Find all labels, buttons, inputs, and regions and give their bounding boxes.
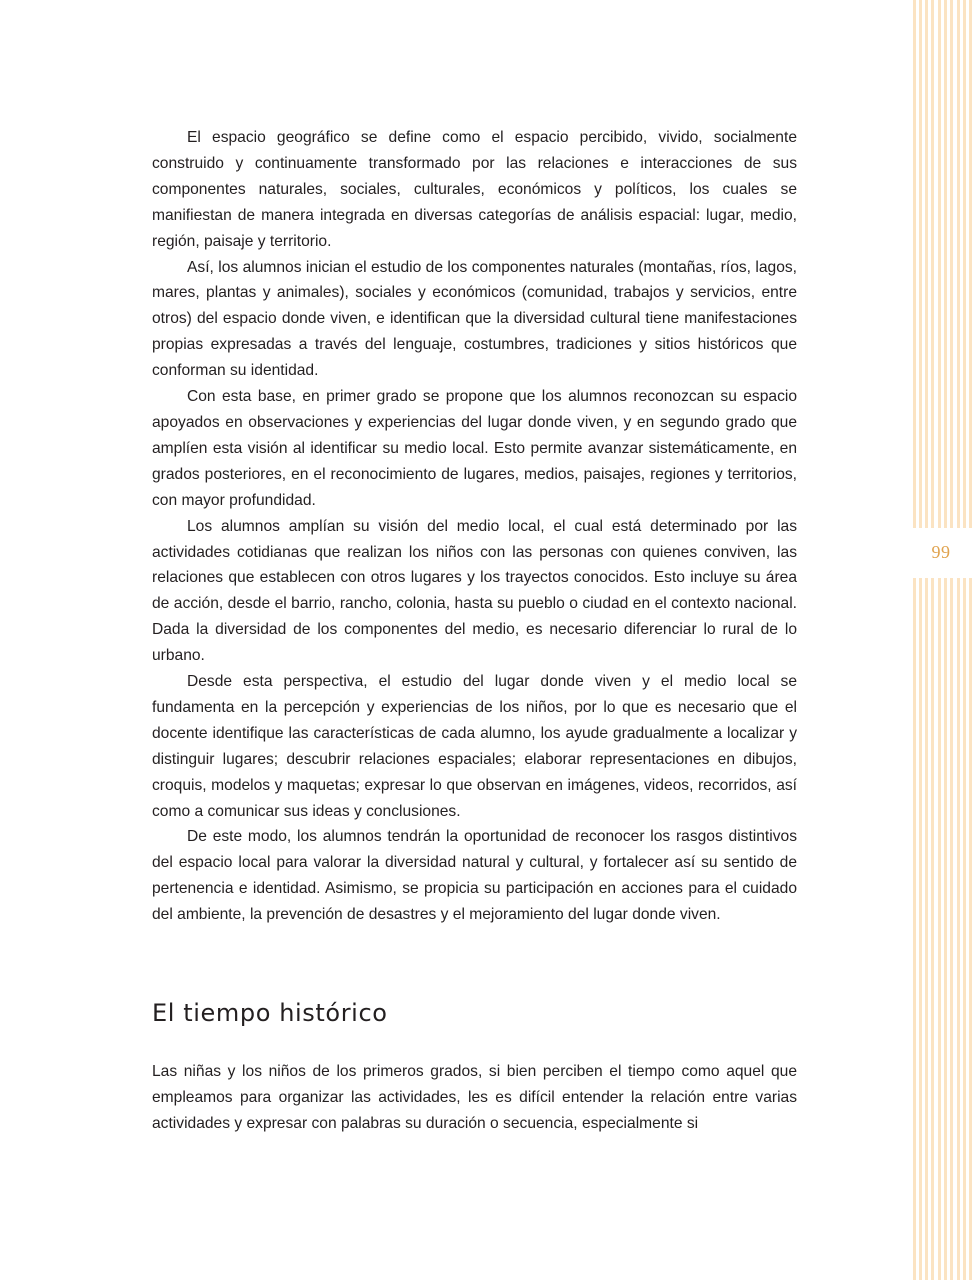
stripe xyxy=(913,0,916,1280)
paragraph: De este modo, los alumnos tendrán la oportunidad de reconocer los rasgos distintivos del espacio local para valorar la diversidad natural y cultural, y fortalecer así su sentido de pertenencia e identidad. Asimismo, se propicia su participación en acciones para el cuidado del ambiente, la prevención de desastres y el mejoramiento del lugar donde viven. xyxy=(152,828,797,924)
paragraph: Los alumnos amplían su visión del medio local, el cual está determinado por las actividades cotidianas que realizan los niños con las personas con quienes conviven, las relaciones que establecen con otros lugares y los trayectos conocidos. Esto incluye su área de acción, desde el barrio, rancho, colonia, hasta su pueblo o ciudad en el contexto nacional. Dada la diversidad de los componentes del medio, es necesario diferenciar lo rural de lo urbano. xyxy=(152,517,797,665)
margin-stripes xyxy=(913,0,972,1280)
paragraph: Con esta base, en primer grado se propone que los alumnos reconozcan su espacio apoyados en observaciones y experiencias del lugar donde viven, y en segundo grado que amplíen esta visión al identificar su medio local. Esto permite avanzar sistemáticamente, en grados posteriores, en el reconocimiento de lugares, medios, paisajes, regiones y territorios, con mayor profundidad. xyxy=(152,388,797,509)
paragraph: El espacio geográfico se define como el espacio percibido, vivido, socialmente construido y continuamente transformado por las relaciones e interacciones de sus componentes naturales, sociales, culturales, económicos y políticos, los cuales se manifiestan de manera integrada en diversas categorías de análisis espacial: lugar, medio, región, paisaje y territorio. xyxy=(152,129,797,250)
page-number: 99 xyxy=(931,542,951,562)
stripe xyxy=(950,0,953,1280)
stripe xyxy=(957,0,960,1280)
section-body xyxy=(152,1059,797,1137)
stripe xyxy=(931,0,934,1280)
stripe xyxy=(944,0,947,1280)
section-paragraph: Las niñas y los niños de los primeros grados, si bien perciben el tiempo como aquel que empleamos para organizar las actividades, les es difícil entender la relación entre varias actividades y expresar con palabras su duración o secuencia, especialmente si xyxy=(152,1063,797,1132)
stripe xyxy=(919,0,922,1280)
stripe xyxy=(938,0,941,1280)
stripe xyxy=(925,0,928,1280)
main-text xyxy=(152,125,797,928)
stripe xyxy=(963,0,966,1280)
section-heading: El tiempo histórico xyxy=(152,999,388,1027)
paragraph: Desde esta perspectiva, el estudio del lugar donde viven y el medio local se fundamenta en la percepción y experiencias de los niños, por lo que es necesario que el docente identifique las características de cada alumno, los ayude gradualmente a localizar y distinguir lugares; descubrir relaciones espaciales; elaborar representaciones en dibujos, croquis, modelos y maquetas; expresar lo que observan en imágenes, videos, recorridos, así como a comunicar sus ideas y conclusiones. xyxy=(152,673,797,820)
paragraph: Así, los alumnos inician el estudio de los componentes naturales (montañas, ríos, lagos, mares, plantas y animales), sociales y económicos (comunidad, trabajos y servicios, entre otros) del espacio donde viven, e identifican que la diversidad cultural tiene manifestaciones propias expresadas a través del lenguaje, costumbres, tradiciones y sitios históricos que conforman su identidad. xyxy=(152,258,797,380)
